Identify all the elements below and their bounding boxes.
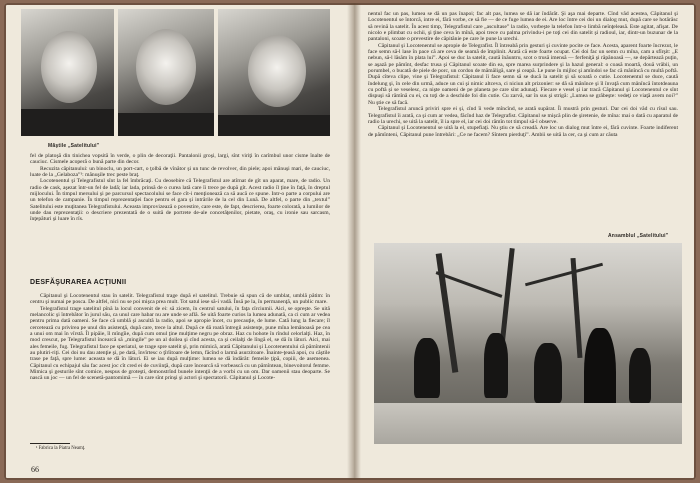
ground	[374, 403, 682, 444]
footnote-rule	[30, 443, 70, 444]
mask-photo-1	[21, 9, 114, 136]
paragraph: Căpitanul şi Locotenentul se uită la el, stupefiaţi. Nu ştiu ce să creadă. Are loc un dialog mut între ei, fără cuvinte. Foarte indiferent de pămînteni, Căpitanul pune întrebări: „Ce ne facem? Sîntem pierduţi”. Ambii se uită la cer, ca şi cum ar căuta	[368, 125, 678, 138]
mask-photo-2	[118, 9, 214, 136]
ensemble-photo	[374, 243, 682, 444]
mask-photo-3	[218, 9, 330, 136]
paragraph: Telegrafistul aruncă priviri spre ei şi, cînd îi vede mîncînd, se arată supărat. Îi mustră prin gesturi. Dar cei doi văd cu rîsul sau. Telegrafistul îi arată, ca şi cum ar vedea, făcînd haz de Telegrafist. Căpitanul se mişcă plin de şiretenie, de mîna: mai o dată cu aparatul de radio la urechi, se uită la satelit, îl ia spre el, iar cei doi rămîn tot timpul să-l observe.	[368, 106, 678, 125]
left-intro-text	[30, 153, 330, 271]
person	[484, 333, 508, 398]
right-photo-caption: Ansamblul „Satelitului”	[608, 233, 669, 239]
left-photo-caption: Măştile „Satelitului”	[48, 143, 100, 149]
book-spread	[4, 3, 696, 480]
section-heading: DESFĂŞURAREA ACŢIUNII	[30, 279, 127, 286]
left-action-text	[30, 293, 330, 440]
paragraph: Căpitanul şi Locotenentul stau în satelit. Telegrafistul trage după el satelitul. Trebuie să spun că de umblat, umblă pătim: în centru şi numai pe posca. De altfel, nici nu se poi mişca prea mult. Tot satul iese să-i vadă. Însă pe la, în permanenţă, un public mare.	[30, 293, 330, 306]
paragraph: fel de platoşă din tinichea vopsită în verde, o plin de decoraţii. Pantalonii groşi, largi, sînt viriţi în carîmbul unor cisme înalte de cauciuc. Cismele acoperă o bună parte din decor.	[30, 153, 330, 166]
paragraph: Căpitanul şi Locotenentul se apropie de Telegrafist. Îl întreabă prin gesturi şi cuvinte pocite ce face. Acesta, aparent foarte încrezut, le face semn să-l lase în pace că are ceva de seamă de împlinit. Arată că este foarte ocupat. Cei doi fac un semn cu mîna, cam a sfîrşit: „E nebun, să-l lăsăm în plata lui”. Apoi se duc la satelit, caută înăuntru, scot o trusă imensă — ferfeniţă şi răpănoasă —, se depărtează puţin, se aşază pe pămînt, desfac trusa şi Căpitanul scoate din ea, spre marea surprindere şi la hazul general: o coasă moartă, două vrăbii, un porumbel, o bucată de piele de porc, un cordon de mămăligă, sare şi ceapă. Le pune în mijloc şi amîndoi se fac că mănîncă cu multă poftă. După cîteva clipe, vine şi Telegrafistul: Căpitanul îi face semn să se ducă la satelit şi să scoată o cutie. Locotenentul se duce, caută îndelung şi, în cele din urmă, aduce un cui şi nimic altceva, ci niciun alt prizonier: se dă să mănînce şi îl învaţă cum mânîncă întotdeauna cu poftă şi se veselesc, ca nişte oameni de pe planeta pe care sînt adunaţi. Fiecare e vesel şi iar tracă Căpitanul şi Locotenentul ce sînt dispuşi să rămînă cu ei, cu toţi de a deschide foi din cutie. Cu zarvă, sar în sus şi strigă: „Lumea se grăbeşte: vedeţi ce viaţă avem noi?” Nu ştie ce să facă.	[368, 42, 678, 106]
tree	[525, 263, 603, 287]
paragraph: Telegrafistul trage satelitul pînă la locul convenit de ei: să zicem, în centrul satului, în faţa cîrciumii. Aici, se opreşte. Se uită melancolic şi întrebător în jurul său, ca unul care habar nu are unde se află. Se uită foarte curios la lumea adunată, ca ci cum ar vedea pentru prima dată oameni. Se face că umblă şi ascultă la radio, apoi se apropie încet, cu precauţie, de lume. Cată lung la fiecare; îl cercetează cu privirea pe unul din asistenţă, după care, trece la altul. După ce dă roată întregii asistenţe, pune mîna lemânoasă pe cea a unui om mai în vîrstă. Îl pipăie, îl mîngîie, după cum omul ţine mulţime negru pe obraz. Haz cu hohote în rîndul celorlalţi. Haz, în mod crescut, pe Telegrafistul încearcă să „mingile” pe un al doilea şi cînd acesta, ca şi ceilalţi de lîngă el, se dă în lături. Aici, mai ales femeile, fug. Telegrafistul face pe speriatul, se trage spre satelit şi, prin mimică, arată Căpitanului şi Locotenentului că pămîntenii au plutiri-riţi. Cei doi nu dau atenţie şi, pe dată, învîrtesc o ţîrîitoare de lemn, făcînd o larmă asurzitoare. Înainte-ţeasă apoi, cu căştile trase pe faţă, spre lume: aceasta se dă în lături. Ei se iau după mulţime: lumea se dă îndărăt: femeile ţipă, copiii, de asemenea. Căpitanul cu echipajul său fac acest joc cît cred ei de cuviinţă, după care încearcă să vorbească cu un pămîntean, binevoitorul femme. Mimica şi gesturile sînt comice, nespus de groteşti, demonstrînd bunele intenţii de a vorbi cu un om. Dar oamenii stau deoparte. Se nască un joc — un fel de scenetă-pantomimă — în care sînt prinşi şi actori şi spectatorii. Căpitanul şi Locote-	[30, 305, 330, 382]
person	[629, 348, 651, 403]
paragraph: nentul fac un pas, lumea se dă un pas înapoi; fac alt pas, lumea se dă iar îndărăt. Şi aşa mai departe. Cînd văd acestea, Căpitanul şi Locotenentul se întorcă, intre ei, fără vorbe, ce să fie — de ce fuge lumea de ei. Are loc între cei doi un dialog mut, după care se hotărăsc să revină la satelit. În acest timp, Telegrafistul care „ascultase” la radio, vorbeşte la telefon într-o limbă neînţeleasă. Este agitat, afişat. De nicolo e plimbat cu ochii, şi ţine ceva în mînă, apoi trece cu palma privindu-i pe toţi cei din satelit şi radioul, iar, dintr-un buzunar de la pantaloni, scoate o prevestire de căpitănie pe care le pune la urechi.	[368, 11, 678, 43]
paragraph: Locotenentul şi Telegrafistul sînt la fel îmbrăcaţi. Cu deosebire că Telegrafistul are atîrnat de gît un aparat, mare, de radio. Un radio de cask, aşezat într-un fel de ladă; iar lada, prinsă de o curea lată care îi trece pe după gît. Acest radio îl ţine în faţă, în dreptul mijlocului. În timpul mersului şi pe parcursul spectacolului se face cît-i menţionează ca să aucă ce spune. Intr-o parte a corpului are un telefon de campanie. În timpul reprezentaţiei face pentru el gara şi intrările de la cel din Lună. De altfel, o parte din „textul” Satelitului este muţitanea Telegrafistului. Aceasta improvizează o povestire, care este, de fapt, descrierea, foarte colorată, a lumilor de unde dau reprezentaţii: o descriere prezentată de o suită de portrete de-ale concetăţenilor, pietate, oraş, cu ironie sau sarcasm, înţepături şi luare în rîs.	[30, 178, 330, 223]
book-gutter	[347, 3, 361, 480]
page-number: 66	[31, 465, 39, 474]
person	[534, 343, 562, 403]
footnote: ¹ Fabrica la Piatra Neamţ.	[36, 446, 86, 451]
right-text-top	[368, 11, 678, 229]
paragraph: Recuzita căpitanului: un binoclu, un port-cart, o ţolbă de vînător şi un tunc de revolver, din piele; apoi mănuşi mari, de cauciuc, luate de la „Gelaboza”¹: mănuşile trec peste braţ.	[30, 165, 330, 179]
person	[414, 338, 440, 398]
